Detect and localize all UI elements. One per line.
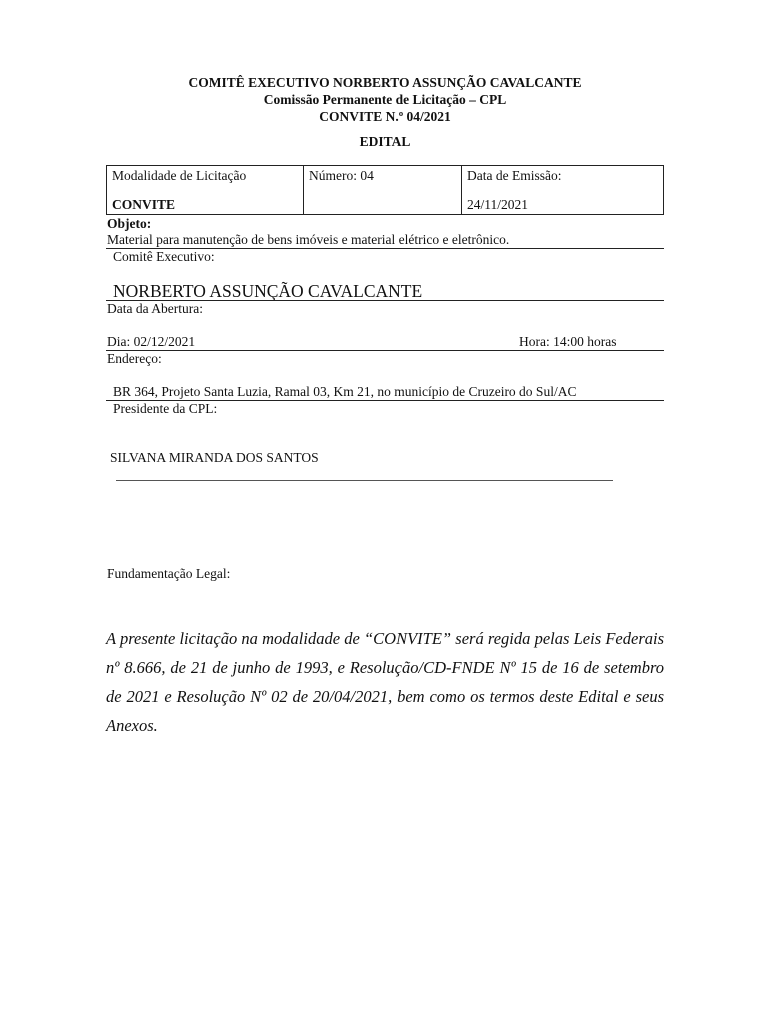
presidente-label: Presidente da CPL: bbox=[113, 401, 218, 416]
abertura-rule bbox=[106, 350, 664, 351]
header-line-committee: COMITÊ EXECUTIVO NORBERTO ASSUNÇÃO CAVALCANTE bbox=[188, 75, 582, 90]
modalidade-table bbox=[106, 165, 664, 215]
header-line-edital: EDITAL bbox=[359, 134, 411, 149]
numero-label: Número: 04 bbox=[309, 168, 374, 183]
header-line-convite: CONVITE N.º 04/2021 bbox=[319, 109, 451, 124]
header-line-commission: Comissão Permanente de Licitação – CPL bbox=[263, 92, 507, 107]
fundamentacao-label: Fundamentação Legal: bbox=[107, 566, 231, 581]
comite-label: Comitê Executivo: bbox=[113, 249, 215, 264]
modalidade-cell bbox=[107, 166, 304, 215]
objeto-label: Objeto: bbox=[107, 216, 152, 231]
objeto-value: Material para manutenção de bens imóveis e material elétrico e eletrônico. bbox=[107, 232, 510, 247]
abertura-dia: Dia: 02/12/2021 bbox=[107, 334, 196, 349]
data-emissao-label: Data de Emissão: bbox=[467, 168, 562, 183]
endereco-label: Endereço: bbox=[107, 351, 162, 366]
comite-value: NORBERTO ASSUNÇÃO CAVALCANTE bbox=[113, 281, 423, 301]
modalidade-value: CONVITE bbox=[112, 197, 176, 212]
data-emissao-cell bbox=[462, 166, 664, 215]
signature-line bbox=[116, 480, 613, 481]
abertura-label: Data da Abertura: bbox=[107, 301, 203, 316]
fundamentacao-text: A presente licitação na modalidade de “CONVITE” será regida pelas Leis Federais nº 8.666, de 21 de junho de 1993, e Resolução/CD-FNDE Nº 15 de 16 de setembro de 2021 e Resolução Nº 02 de 20/04/2021, bem como os termos deste Edital e seus Anexos. bbox=[106, 629, 664, 735]
modalidade-label: Modalidade de Licitação bbox=[112, 168, 247, 183]
endereco-value: BR 364, Projeto Santa Luzia, Ramal 03, Km 21, no município de Cruzeiro do Sul/AC bbox=[113, 384, 577, 399]
presidente-value: SILVANA MIRANDA DOS SANTOS bbox=[110, 450, 319, 465]
data-emissao-value: 24/11/2021 bbox=[467, 197, 529, 212]
abertura-hora: Hora: 14:00 horas bbox=[519, 334, 617, 349]
numero-cell bbox=[304, 166, 462, 215]
